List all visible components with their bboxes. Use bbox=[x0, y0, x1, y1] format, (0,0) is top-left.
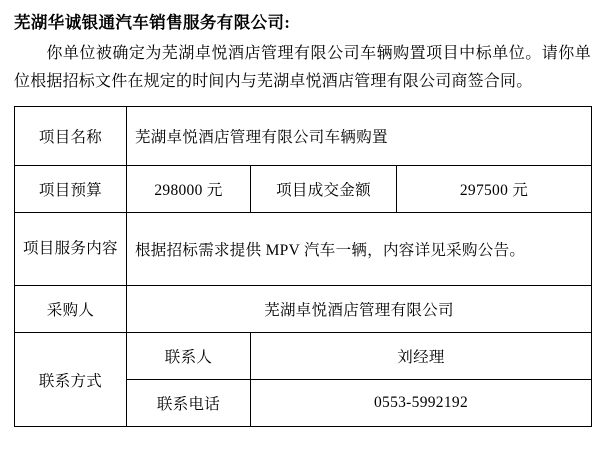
project-name-value: 芜湖卓悦酒店管理有限公司车辆购置 bbox=[127, 107, 592, 166]
budget-label: 项目预算 bbox=[15, 166, 127, 213]
contact-phone-label: 联系电话 bbox=[127, 380, 251, 427]
table-row-service bbox=[15, 213, 592, 286]
paragraph-text: 你单位被确定为芜湖卓悦酒店管理有限公司车辆购置项目中标单位。请你单位根据招标文件在规定的时间内与芜湖卓悦酒店管理有限公司商签合同。 bbox=[14, 45, 591, 90]
table-row-contact-person bbox=[15, 333, 592, 380]
award-info-table bbox=[14, 106, 592, 427]
buyer-value: 芜湖卓悦酒店管理有限公司 bbox=[127, 286, 592, 333]
deal-amount-value: 297500 元 bbox=[397, 166, 592, 213]
buyer-label: 采购人 bbox=[15, 286, 127, 333]
service-value: 根据招标需求提供 MPV 汽车一辆，内容详见采购公告。 bbox=[127, 213, 592, 286]
table-row-buyer bbox=[15, 286, 592, 333]
project-name-label: 项目名称 bbox=[15, 107, 127, 166]
deal-amount-label: 项目成交金额 bbox=[251, 166, 397, 213]
contact-label: 联系方式 bbox=[15, 333, 127, 427]
contact-phone-value: 0553-5992192 bbox=[251, 380, 592, 427]
addressee-line: 芜湖华诚银通汽车销售服务有限公司: bbox=[14, 13, 291, 32]
contact-person-label: 联系人 bbox=[127, 333, 251, 380]
table-row-project-name bbox=[15, 107, 592, 166]
budget-value: 298000 元 bbox=[127, 166, 251, 213]
service-label: 项目服务内容 bbox=[15, 213, 127, 286]
contact-person-value: 刘经理 bbox=[251, 333, 592, 380]
table-row-budget bbox=[15, 166, 592, 213]
body-paragraph bbox=[14, 40, 591, 96]
